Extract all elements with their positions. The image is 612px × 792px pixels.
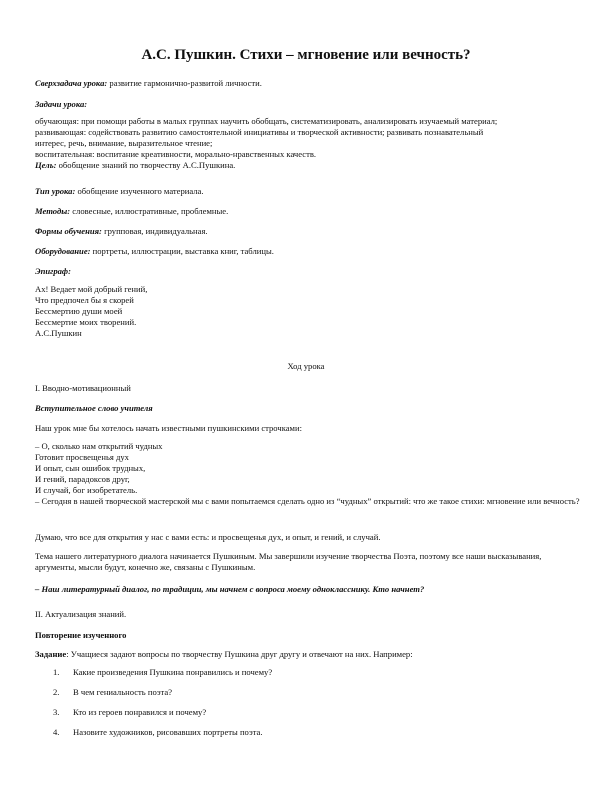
forms <box>35 226 580 237</box>
list-item-text: Кто из героев понравился и почему? <box>73 707 207 717</box>
lesson-type-text: обобщение изученного материала. <box>75 186 204 196</box>
methods-label: Методы: <box>35 206 71 216</box>
task-line: воспитательная: воспитание креативности, морально-нравственных качеств. <box>35 149 317 159</box>
poem-line: – О, сколько нам открытий чудных <box>35 441 163 451</box>
list-item-number: 1. <box>53 667 60 677</box>
goal-label: Цель: <box>35 160 57 170</box>
lesson-flow-heading: Ход урока <box>287 361 325 371</box>
list-item-number: 2. <box>53 687 60 697</box>
equipment <box>35 246 580 257</box>
epigraph-line: Бессмертие моих творений. <box>35 317 137 327</box>
review-label: Повторение изученного <box>35 630 127 640</box>
section-2-heading: II. Актуализация знаний. <box>35 609 127 619</box>
list-item-number: 4. <box>53 727 60 737</box>
list-item-number: 3. <box>53 707 60 717</box>
goal <box>35 160 580 171</box>
dialog-text: – Наш литературный диалог, по традиции, мы начнем с вопроса моему однокласснику. Кто начнет? <box>35 584 425 594</box>
epigraph <box>35 284 580 339</box>
poem-line: Готовит просвещенья дух <box>35 452 129 462</box>
forms-label: Формы обучения: <box>35 226 102 236</box>
theme-text: Тема нашего литературного диалога начинается Пушкиным. Мы завершили изучение творчества Поэта, поэтому все наши высказывания, аргументы, мысли будут, конечно же, связаны с Пушкиным. <box>35 551 542 572</box>
page-title: А.С. Пушкин. Стихи – мгновение или вечность? <box>141 47 471 63</box>
epigraph-line: Бессмертию души моей <box>35 306 123 316</box>
today-text: – Сегодня в нашей творческой мастерской мы с вами попытаемся сделать одно из “чудных” открытий: что же такое стихи: мгновение или вечность? <box>35 496 580 506</box>
intro-label: Вступительное слово учителя <box>35 403 153 413</box>
equipment-text: портреты, иллюстрации, выставка книг, таблицы. <box>90 246 274 256</box>
poem-line: И опыт, сын ошибок трудных, <box>35 463 146 473</box>
tasks-label: Задачи урока: <box>35 99 88 109</box>
tasks-list <box>35 116 580 171</box>
assignment-text: : Учащиеся задают вопросы по творчеству Пушкина друг другу и отвечают на них. Например: <box>66 649 413 659</box>
goal-text: обобщение знаний по творчеству А.С.Пушкина. <box>56 160 236 170</box>
section-1-heading: I. Вводно-мотивационный <box>35 383 131 393</box>
assignment-label: Задание <box>35 649 67 659</box>
epigraph-label: Эпиграф: <box>35 266 71 276</box>
poem-line: И случай, бог изобретатель. <box>35 485 138 495</box>
forms-text: групповая, индивидуальная. <box>101 226 208 236</box>
list-item-text: Назовите художников, рисовавших портреты поэта. <box>73 727 263 737</box>
think-text: Думаю, что все для открытия у нас с вами есть: и просвещенья дух, и опыт, и гений, и случай. <box>35 532 381 542</box>
assignment <box>35 649 580 660</box>
lesson-type <box>35 186 580 197</box>
epigraph-line: Ах! Ведает мой добрый гений, <box>35 284 148 294</box>
poem <box>35 441 580 507</box>
task-line: обучающая: при помощи работы в малых группах научить обобщать, систематизировать, анализировать изучаемый материал; <box>35 116 498 126</box>
intro-text: Наш урок мне бы хотелось начать известными пушкинскими строчками: <box>35 423 302 433</box>
super-task-label: Сверхзадача урока: <box>35 78 108 88</box>
list-item-text: В чем гениальность поэта? <box>73 687 173 697</box>
poem-line: И гений, парадоксов друг, <box>35 474 130 484</box>
list-item-text: Какие произведения Пушкина понравились и почему? <box>73 667 273 677</box>
epigraph-author: А.С.Пушкин <box>35 328 82 338</box>
epigraph-line: Что предпочел бы я скорей <box>35 295 134 305</box>
super-task <box>35 78 580 89</box>
task-line: интерес, речь, внимание, выразительное чтение; <box>35 138 213 148</box>
super-task-text: развитие гармонично-развитой личности. <box>107 78 262 88</box>
task-line: развивающая: содействовать развитию самостоятельной инициативы и творческой активности; развивать познавательный <box>35 127 484 137</box>
methods-text: словесные, иллюстративные, проблемные. <box>70 206 229 216</box>
methods <box>35 206 580 217</box>
equipment-label: Оборудование: <box>35 246 91 256</box>
lesson-type-label: Тип урока: <box>35 186 76 196</box>
